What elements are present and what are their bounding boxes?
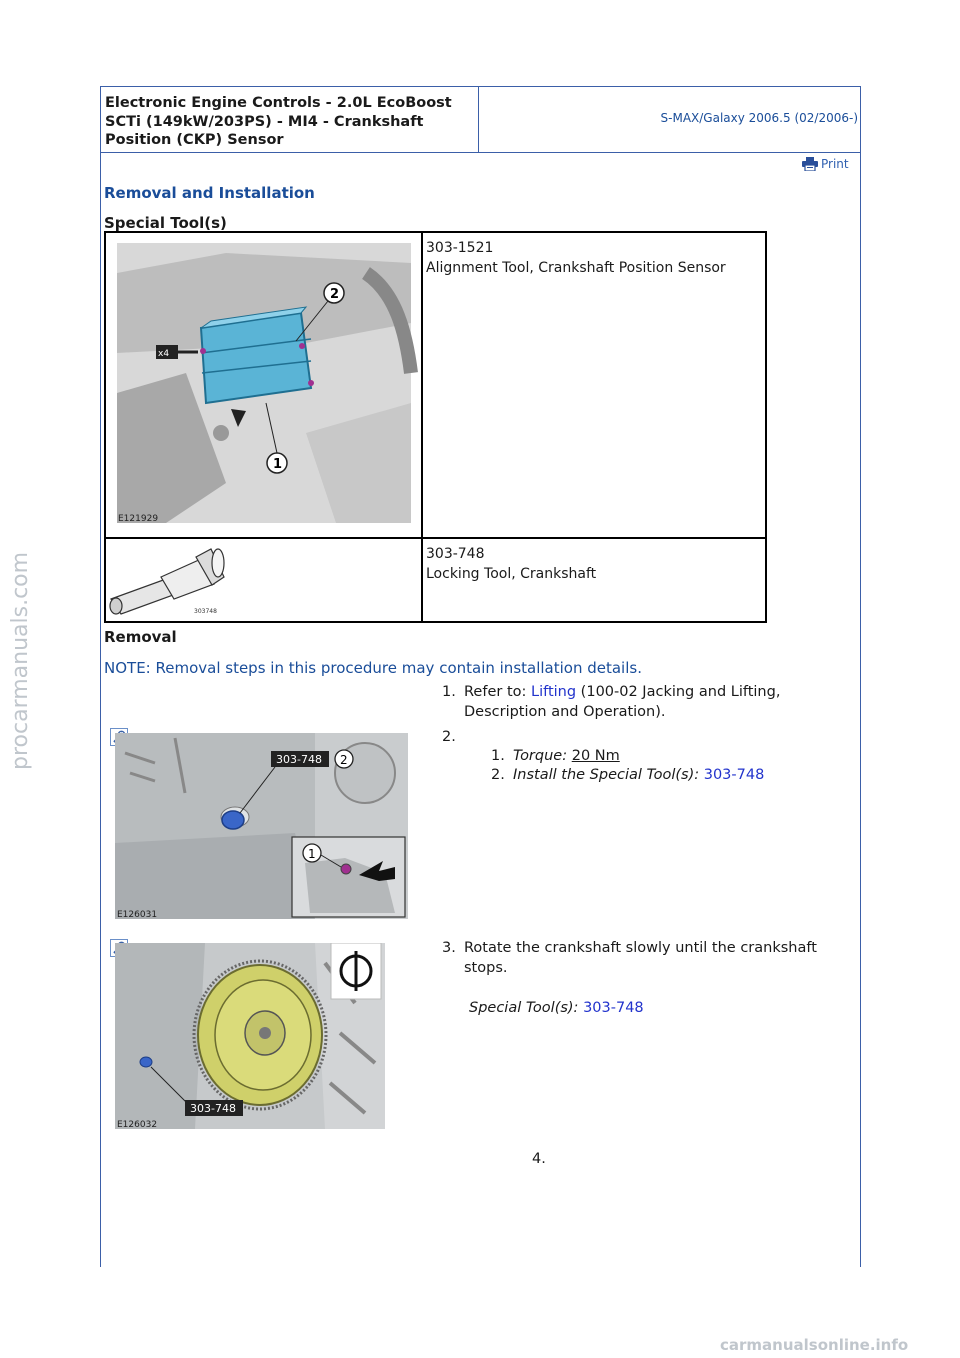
document-header [100,86,860,153]
tool-number: 303-1521 [426,240,494,256]
removal-note: NOTE: Removal steps in this procedure may contain installation details. [104,659,642,677]
special-tools-title: Special Tool(s) [104,214,227,232]
step-2-image-code: E126031 [117,910,158,919]
fig1-callout-a: 2 [330,287,340,302]
tool-303-748-link[interactable]: 303-748 [583,1000,644,1016]
step-2-sub-1: 1. Torque: 20 Nm [491,748,620,764]
tool-image-ecm [106,233,421,533]
watermark-bottom: carmanualsonline.info [720,1336,909,1354]
print-button[interactable] [802,157,849,171]
table-row [105,538,766,622]
step-2-callout-tool: 303-748 [276,753,322,766]
tool-image-code: E121929 [118,514,159,524]
watermark-left: procarmanuals.com [8,551,33,770]
step-2-sub-2: 2. Install the Special Tool(s): 303-748 [491,767,765,783]
step-2-image [115,733,408,919]
tool-number: 303-748 [426,546,485,562]
section-title: Removal and Installation [104,184,315,202]
step-3-tools: Special Tool(s): 303-748 [469,1000,644,1016]
tool-name: Alignment Tool, Crankshaft Position Sensor [426,260,726,276]
header-divider [478,86,479,152]
tool-image-cell [105,232,422,538]
step-4-number: 4. [532,1151,546,1167]
special-tools-table [104,231,767,623]
printer-icon [802,157,818,171]
vehicle-model: S-MAX/Galaxy 2006.5 (02/2006-) [660,111,858,125]
step-2-number: 2. [442,729,456,745]
tool-text-cell [422,232,766,538]
torque-value: 20 Nm [571,748,620,764]
tool-303-748-link[interactable]: 303-748 [703,767,765,783]
step-2-callout-a: 2 [340,753,348,767]
fig1-callout-x: x4 [158,349,170,359]
tool-image-code: 303748 [194,608,217,615]
step-3-image-code: E126032 [117,1120,158,1129]
step-2-callout-b: 1 [308,847,316,861]
table-row [105,232,766,538]
print-label: Print [821,157,849,171]
lifting-link[interactable]: Lifting [531,684,577,700]
tool-image-cell [105,538,422,622]
step-3-image [115,943,385,1129]
step-3: 3. Rotate the crankshaft slowly until the crankshaft stops. [442,940,817,976]
removal-title: Removal [104,628,177,646]
tool-name: Locking Tool, Crankshaft [426,566,597,582]
fig1-callout-b: 1 [273,457,283,472]
step-1: 1. Refer to: Lifting (100-02 Jacking and Lifting, Description and Operation). [442,684,781,720]
document-title: Electronic Engine Controls - 2.0L EcoBoost SCTi (149kW/203PS) - MI4 - Crankshaft Position (CKP) Sensor [105,95,452,148]
tool-image-locking-tool [106,539,421,617]
tool-text-cell [422,538,766,622]
step-3-callout-tool: 303-748 [190,1102,236,1115]
